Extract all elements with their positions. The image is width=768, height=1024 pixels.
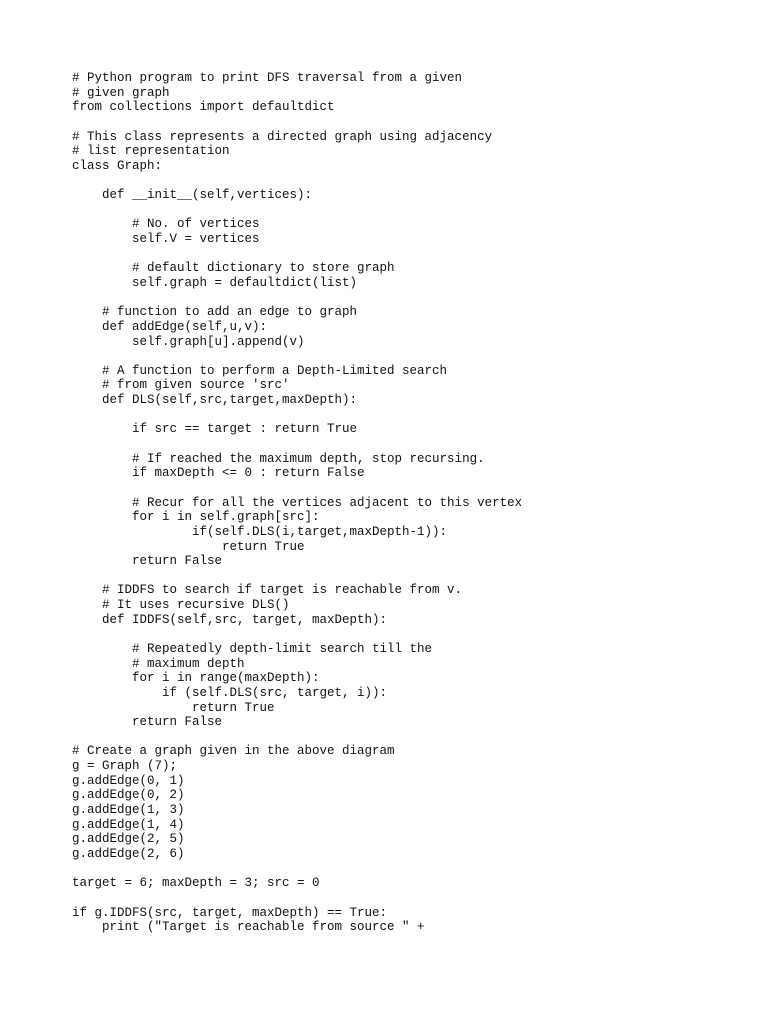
code-line (72, 569, 752, 584)
code-line: # If reached the maximum depth, stop recursing. (72, 451, 485, 466)
code-line: self.graph = defaultdict(list) (72, 275, 358, 290)
code-line (72, 481, 752, 496)
code-line: return False (72, 554, 223, 569)
code-line: # A function to perform a Depth-Limited search (72, 363, 448, 378)
code-line: for i in range(maxDepth): (72, 671, 320, 686)
code-line (72, 627, 752, 642)
code-line: if maxDepth <= 0 : return False (72, 466, 365, 481)
code-line: g.addEdge(2, 5) (72, 832, 185, 847)
code-line: # given graph (72, 85, 170, 100)
code-line: # function to add an edge to graph (72, 305, 358, 320)
code-line: g.addEdge(1, 3) (72, 803, 185, 818)
code-line: self.graph[u].append(v) (72, 334, 305, 349)
code-line: g.addEdge(1, 4) (72, 817, 185, 832)
code-line: def IDDFS(self,src, target, maxDepth): (72, 612, 388, 627)
document-page (72, 71, 752, 935)
code-line (72, 730, 752, 745)
code-line (72, 173, 752, 188)
code-line: self.V = vertices (72, 232, 260, 247)
code-line (72, 349, 752, 364)
code-line: return True (72, 539, 305, 554)
code-line: # IDDFS to search if target is reachable from v. (72, 583, 463, 598)
code-line: # Recur for all the vertices adjacent to this vertex (72, 495, 523, 510)
code-line: # list representation (72, 144, 230, 159)
code-line: # It uses recursive DLS() (72, 598, 290, 613)
code-line: # Repeatedly depth-limit search till the (72, 641, 433, 656)
code-line (72, 115, 752, 130)
code-line: if (self.DLS(src, target, i)): (72, 685, 388, 700)
code-block (72, 71, 752, 935)
code-line (72, 437, 752, 452)
code-line: g.addEdge(0, 2) (72, 788, 185, 803)
code-line: # This class represents a directed graph using adjacency (72, 129, 493, 144)
code-line: # default dictionary to store graph (72, 261, 395, 276)
code-line: print ("Target is reachable from source " + (72, 920, 425, 935)
code-line: def DLS(self,src,target,maxDepth): (72, 393, 358, 408)
code-line: # Create a graph given in the above diagram (72, 744, 395, 759)
code-line: if src == target : return True (72, 422, 358, 437)
code-line (72, 203, 752, 218)
code-line: target = 6; maxDepth = 3; src = 0 (72, 876, 320, 891)
code-line: def __init__(self,vertices): (72, 188, 313, 203)
code-line: def addEdge(self,u,v): (72, 319, 268, 334)
code-line: g.addEdge(0, 1) (72, 773, 185, 788)
code-line: # No. of vertices (72, 217, 260, 232)
code-line: from collections import defaultdict (72, 100, 335, 115)
code-line (72, 408, 752, 423)
code-line (72, 291, 752, 306)
code-line: if g.IDDFS(src, target, maxDepth) == True: (72, 905, 388, 920)
code-line: # from given source 'src' (72, 378, 290, 393)
code-line (72, 247, 752, 262)
code-line: return False (72, 715, 223, 730)
code-line: g.addEdge(2, 6) (72, 846, 185, 861)
code-line: return True (72, 700, 275, 715)
code-line: # maximum depth (72, 656, 245, 671)
code-line (72, 862, 752, 877)
code-line: if(self.DLS(i,target,maxDepth-1)): (72, 524, 448, 539)
code-line: g = Graph (7); (72, 759, 178, 774)
code-line: # Python program to print DFS traversal from a given (72, 71, 463, 85)
code-line (72, 891, 752, 906)
code-line: class Graph: (72, 158, 163, 173)
code-line: for i in self.graph[src]: (72, 510, 320, 525)
